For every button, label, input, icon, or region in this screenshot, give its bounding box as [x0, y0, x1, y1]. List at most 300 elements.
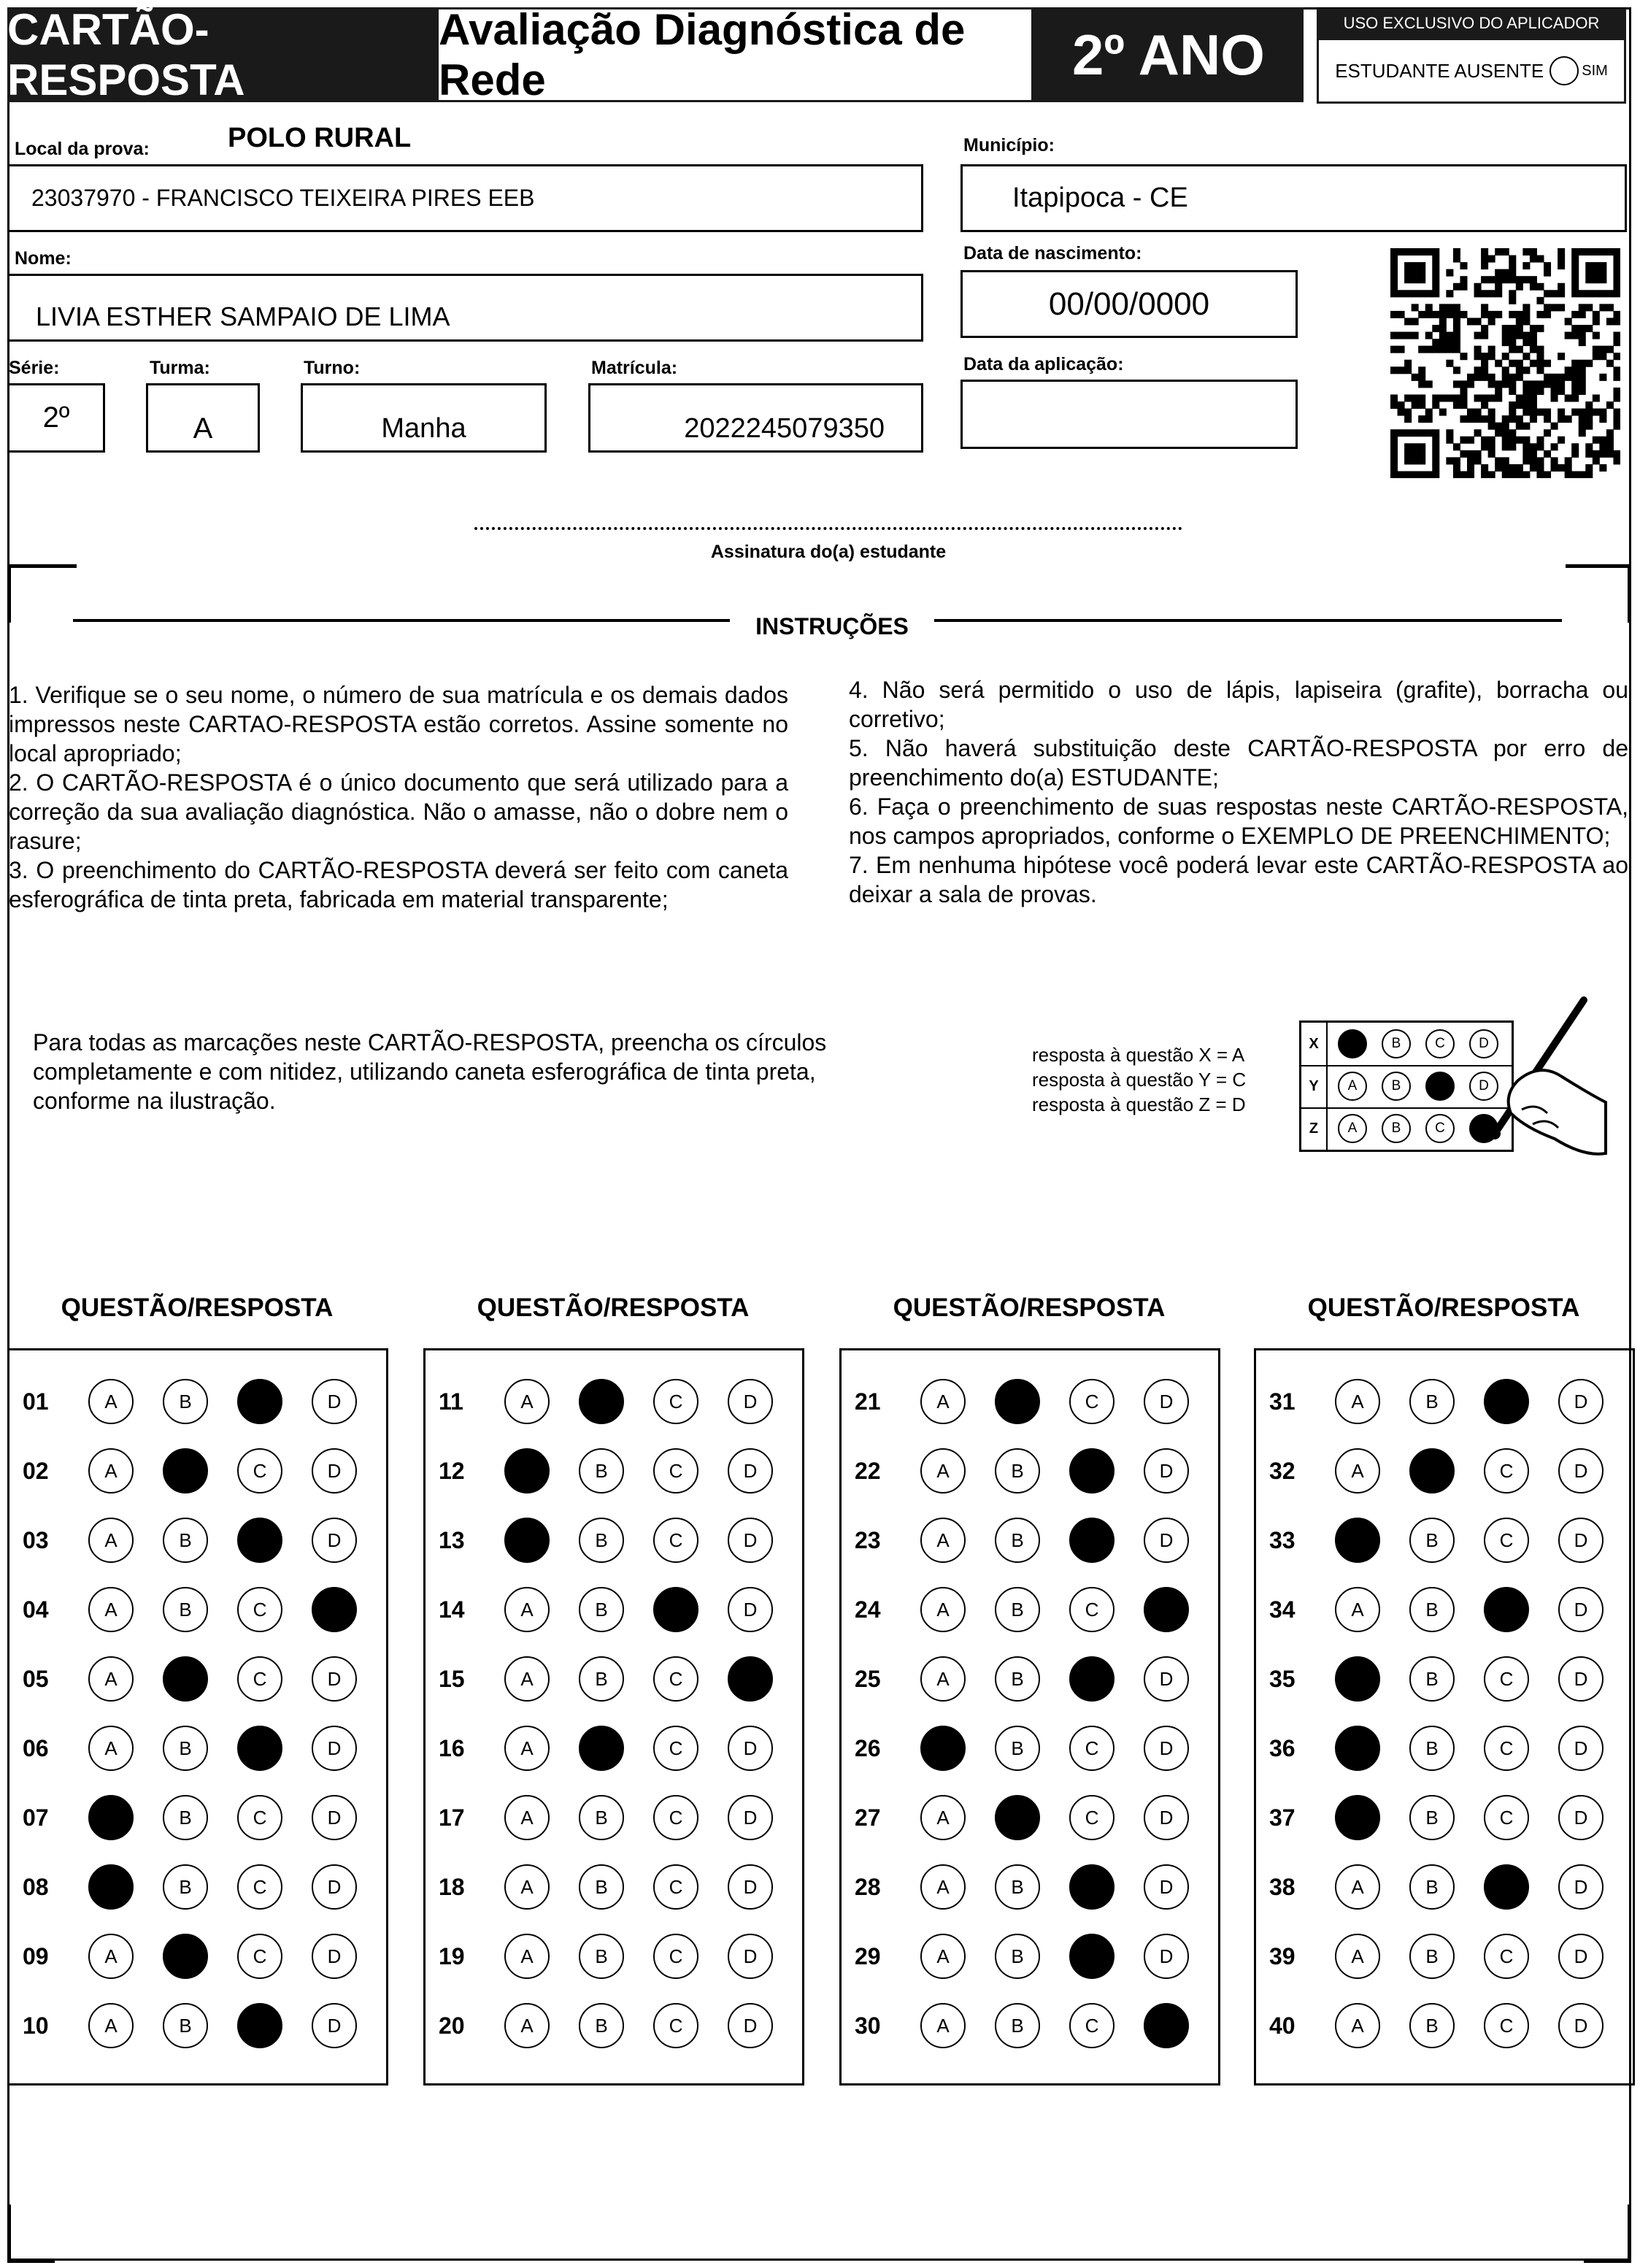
answer-bubble-c[interactable]: C: [1484, 1448, 1529, 1494]
local-label: Local da prova:: [15, 139, 150, 159]
turma-label: Turma:: [150, 358, 210, 378]
question-row: [9, 2000, 386, 2051]
question-number: 27: [855, 1804, 881, 1831]
question-number: 28: [855, 1874, 881, 1900]
question-number: 19: [439, 1943, 465, 1969]
answer-bubble-a[interactable]: A: [88, 1864, 134, 1910]
pen-hand-icon: [1467, 993, 1613, 1168]
question-number: 08: [23, 1874, 49, 1900]
question-number: 22: [855, 1458, 881, 1484]
turma-box: [146, 383, 260, 453]
question-row: [426, 1584, 802, 1635]
signature-line: [474, 527, 1182, 530]
question-number: 31: [1269, 1388, 1296, 1415]
answer-bubble-b[interactable]: B: [579, 1448, 624, 1494]
example-row-label: X: [1301, 1023, 1328, 1065]
answer-bubble-d[interactable]: D: [1558, 1518, 1604, 1563]
answer-bubble-d[interactable]: D: [728, 1518, 773, 1563]
answer-bubble-a[interactable]: A: [88, 1448, 134, 1494]
nascimento-box: [960, 270, 1298, 338]
answer-bubble-d[interactable]: D: [728, 1448, 773, 1494]
question-row: [9, 1931, 386, 1982]
answer-bubble-d[interactable]: D: [728, 1864, 773, 1910]
answer-bubble-b[interactable]: B: [163, 1379, 208, 1424]
question-number: 11: [439, 1388, 463, 1415]
question-row: [842, 1515, 1218, 1566]
question-number: 09: [23, 1943, 49, 1969]
answer-bubble-d[interactable]: D: [728, 1656, 773, 1702]
instructions-right: 4. Não será permitido o uso de lápis, lapiseira (grafite), borracha ou corretivo; 5. Não haverá substituição deste CARTÃO-RESPOSTA por erro de preenchimento do(a) ESTUDANTE; 6. Faça o preenchimento de suas respostas neste CARTÃO-RESPOSTA, nos campos apropriados, conforme o EXEMPLO DE PREENCHIMENTO; 7. Em nenhuma hipótese você poderá levar este CARTÃO-RESPOSTA ao deixar a sala de provas.: [849, 677, 1628, 907]
question-number: 36: [1269, 1735, 1296, 1761]
question-row: [1256, 1376, 1633, 1427]
signature-label: Assinatura do(a) estudante: [710, 542, 947, 562]
answer-bubble-d[interactable]: D: [1558, 1448, 1604, 1494]
answer-bubble-c[interactable]: C: [1484, 1934, 1529, 1979]
example-bubble-a: A: [1338, 1114, 1367, 1143]
question-number: 35: [1269, 1666, 1296, 1692]
answer-bubble-a[interactable]: A: [504, 2003, 550, 2048]
answer-bubble-a[interactable]: A: [1335, 1518, 1380, 1563]
answer-bubble-a[interactable]: A: [920, 1587, 966, 1632]
answer-bubble-d[interactable]: D: [1144, 1518, 1189, 1563]
answer-bubble-b[interactable]: B: [579, 2003, 624, 2048]
answer-bubble-b[interactable]: B: [995, 1379, 1040, 1424]
question-row: [426, 1723, 802, 1774]
answer-bubble-c[interactable]: C: [237, 1864, 282, 1910]
answer-bubble-c[interactable]: C: [653, 1518, 698, 1563]
question-number: 37: [1269, 1804, 1296, 1831]
nome-box: [7, 274, 923, 342]
corner-mark: [7, 2204, 55, 2263]
turma-value: A: [193, 412, 213, 445]
question-row: [842, 1376, 1218, 1427]
answer-bubble-b[interactable]: B: [1409, 1656, 1455, 1702]
corner-mark: [1584, 2204, 1631, 2263]
question-number: 40: [1269, 2013, 1296, 2039]
question-row: [1256, 1653, 1633, 1704]
answer-bubble-c[interactable]: C: [1069, 1864, 1114, 1910]
answer-bubble-a[interactable]: A: [504, 1518, 550, 1563]
absent-row: [1317, 38, 1626, 104]
question-row: [426, 1861, 802, 1913]
answer-bubble-d[interactable]: D: [1558, 2003, 1604, 2048]
turno-value: Manha: [381, 413, 466, 444]
municipio-box: [960, 164, 1627, 232]
marking-note: Para todas as marcações neste CARTÃO-RESPOSTA, preencha os círculos completamente e com nitidez, utilizando caneta esferográfica de tinta preta, conforme na ilustração.: [33, 1029, 827, 1114]
answer-bubble-b[interactable]: B: [1409, 1448, 1455, 1494]
answer-bubble-b[interactable]: B: [995, 1726, 1040, 1771]
question-row: [9, 1515, 386, 1566]
answer-bubble-d[interactable]: D: [1144, 1656, 1189, 1702]
answer-bubble-b[interactable]: B: [1409, 1795, 1455, 1840]
example-bubble-a: A: [1338, 1072, 1367, 1101]
answer-bubble-a[interactable]: A: [504, 1656, 550, 1702]
absent-bubble[interactable]: [1549, 56, 1579, 85]
answer-bubble-a[interactable]: A: [504, 1795, 550, 1840]
corner-mark: [1566, 564, 1631, 623]
question-number: 30: [855, 2013, 881, 2039]
answer-bubble-b[interactable]: B: [579, 1587, 624, 1632]
answer-bubble-c[interactable]: C: [1484, 1518, 1529, 1563]
answer-bubble-d[interactable]: D: [728, 1379, 773, 1424]
nascimento-value: 00/00/0000: [1048, 285, 1210, 322]
question-row: [1256, 1445, 1633, 1496]
answer-bubble-a[interactable]: A: [504, 1587, 550, 1632]
answer-bubble-c[interactable]: C: [237, 1379, 282, 1424]
answer-bubble-b[interactable]: B: [163, 1726, 208, 1771]
serie-label: Série:: [9, 358, 60, 378]
answer-bubble-d[interactable]: D: [1558, 1656, 1604, 1702]
answer-bubble-d[interactable]: D: [312, 1656, 357, 1702]
answer-bubble-a[interactable]: A: [504, 1726, 550, 1771]
example-bubble-a: A: [1338, 1029, 1367, 1058]
answer-bubble-b[interactable]: B: [1409, 1934, 1455, 1979]
question-row: [9, 1653, 386, 1704]
question-row: [1256, 1723, 1633, 1774]
answer-bubble-d[interactable]: D: [312, 1448, 357, 1494]
answer-bubble-b[interactable]: B: [579, 1379, 624, 1424]
answer-bubble-d[interactable]: D: [1558, 1587, 1604, 1632]
answer-column-heading: QUESTÃO/RESPOSTA: [893, 1293, 1166, 1322]
local-box: [7, 164, 923, 232]
answer-bubble-a[interactable]: A: [88, 2003, 134, 2048]
answer-bubble-a[interactable]: A: [88, 1379, 134, 1424]
qr-code-icon: [1390, 248, 1620, 478]
matricula-label: Matrícula:: [591, 358, 678, 378]
answer-bubble-d[interactable]: D: [728, 2003, 773, 2048]
example-lines: [1032, 1042, 1295, 1117]
question-number: 33: [1269, 1527, 1296, 1553]
question-number: 04: [23, 1596, 49, 1623]
question-row: [426, 2000, 802, 2051]
answer-bubble-b[interactable]: B: [163, 1864, 208, 1910]
answer-bubble-a[interactable]: A: [920, 1448, 966, 1494]
example-bubble-d: D: [1469, 1072, 1498, 1101]
question-number: 38: [1269, 1874, 1296, 1900]
question-row: [842, 1653, 1218, 1704]
answer-column-heading: QUESTÃO/RESPOSTA: [1307, 1293, 1580, 1322]
question-number: 29: [855, 1943, 881, 1969]
answer-bubble-b[interactable]: B: [1409, 1864, 1455, 1910]
applicator-box: [1317, 9, 1626, 104]
answer-bubble-a[interactable]: A: [1335, 1864, 1380, 1910]
answer-bubble-a[interactable]: A: [920, 1795, 966, 1840]
answer-bubble-d[interactable]: D: [312, 1587, 357, 1632]
answer-bubble-a[interactable]: A: [88, 1518, 134, 1563]
question-row: [9, 1376, 386, 1427]
answer-bubble-d[interactable]: D: [1558, 1379, 1604, 1424]
question-row: [1256, 1515, 1633, 1566]
instructions-title: INSTRUÇÕES: [755, 613, 909, 639]
turno-label: Turno:: [304, 358, 361, 378]
question-number: 26: [855, 1735, 881, 1761]
answer-bubble-b[interactable]: B: [579, 1934, 624, 1979]
answer-bubble-d[interactable]: D: [728, 1934, 773, 1979]
matricula-value: 2022245079350: [684, 413, 885, 444]
answer-bubble-d[interactable]: D: [312, 1518, 357, 1563]
example-bubble-b: B: [1382, 1029, 1411, 1058]
answer-bubble-a[interactable]: A: [1335, 1726, 1380, 1771]
answer-bubble-a[interactable]: A: [920, 1934, 966, 1979]
absent-option: SIM: [1582, 62, 1608, 79]
answer-bubble-c[interactable]: C: [1069, 2003, 1114, 2048]
answer-bubble-b[interactable]: B: [579, 1864, 624, 1910]
question-number: 12: [439, 1458, 465, 1484]
answer-bubble-a[interactable]: A: [88, 1795, 134, 1840]
answer-bubble-d[interactable]: D: [312, 1864, 357, 1910]
answer-bubble-c[interactable]: C: [1484, 1864, 1529, 1910]
answer-bubble-c[interactable]: C: [1069, 1587, 1114, 1632]
answer-bubble-b[interactable]: B: [995, 1448, 1040, 1494]
local-polo: POLO RURAL: [228, 123, 412, 153]
question-row: [426, 1931, 802, 1982]
grade-label: 2º ANO: [1033, 7, 1304, 102]
answer-panel: [7, 1348, 388, 2086]
question-number: 16: [439, 1735, 465, 1761]
answer-bubble-c[interactable]: C: [1484, 1587, 1529, 1632]
answer-bubble-d[interactable]: D: [1558, 1726, 1604, 1771]
answer-bubble-b[interactable]: B: [579, 1726, 624, 1771]
answer-bubble-b[interactable]: B: [1409, 1587, 1455, 1632]
question-number: 20: [439, 2013, 465, 2039]
answer-bubble-a[interactable]: A: [504, 1864, 550, 1910]
serie-box: [7, 383, 105, 453]
question-number: 25: [855, 1666, 881, 1692]
answer-bubble-a[interactable]: A: [88, 1587, 134, 1632]
card-title: CARTÃO-RESPOSTA: [7, 7, 436, 102]
answer-bubble-d[interactable]: D: [312, 1795, 357, 1840]
answer-bubble-c[interactable]: C: [1484, 1726, 1529, 1771]
example-row-label: Z: [1301, 1107, 1328, 1150]
answer-bubble-c[interactable]: C: [1069, 1448, 1114, 1494]
answer-bubble-b[interactable]: B: [995, 1587, 1040, 1632]
instructions-rule-right: [934, 619, 1562, 622]
answer-bubble-a[interactable]: A: [1335, 2003, 1380, 2048]
answer-bubble-d[interactable]: D: [1144, 1448, 1189, 1494]
answer-bubble-b[interactable]: B: [163, 1795, 208, 1840]
answer-bubble-c[interactable]: C: [1069, 1795, 1114, 1840]
answer-bubble-b[interactable]: B: [995, 2003, 1040, 2048]
answer-bubble-c[interactable]: C: [653, 1587, 698, 1632]
answer-bubble-c[interactable]: C: [653, 1934, 698, 1979]
answer-bubble-c[interactable]: C: [237, 1726, 282, 1771]
question-number: 14: [439, 1596, 465, 1623]
answer-bubble-c[interactable]: C: [1484, 1656, 1529, 1702]
answer-bubble-c[interactable]: C: [237, 1934, 282, 1979]
answer-bubble-c[interactable]: C: [1484, 1379, 1529, 1424]
answer-bubble-a[interactable]: A: [88, 1656, 134, 1702]
question-row: [842, 1931, 1218, 1982]
nome-value: LIVIA ESTHER SAMPAIO DE LIMA: [36, 301, 450, 331]
exam-title: Avaliação Diagnóstica de Rede: [436, 7, 1033, 102]
answer-bubble-d[interactable]: D: [728, 1726, 773, 1771]
example-line: resposta à questão Y = C: [1032, 1069, 1247, 1091]
answer-bubble-c[interactable]: C: [237, 1656, 282, 1702]
answer-bubble-b[interactable]: B: [995, 1518, 1040, 1563]
answer-bubble-b[interactable]: B: [163, 2003, 208, 2048]
answer-bubble-c[interactable]: C: [653, 1864, 698, 1910]
answer-bubble-d[interactable]: D: [312, 1934, 357, 1979]
question-row: [426, 1376, 802, 1427]
answer-bubble-d[interactable]: D: [1144, 1379, 1189, 1424]
answer-bubble-a[interactable]: A: [920, 1726, 966, 1771]
answer-bubble-b[interactable]: B: [995, 1934, 1040, 1979]
answer-bubble-d[interactable]: D: [1558, 1934, 1604, 1979]
answer-bubble-a[interactable]: A: [1335, 1379, 1380, 1424]
answer-bubble-a[interactable]: A: [88, 1726, 134, 1771]
answer-bubble-c[interactable]: C: [1069, 1656, 1114, 1702]
example-bubble-d: D: [1469, 1114, 1498, 1143]
question-number: 32: [1269, 1458, 1296, 1484]
answer-bubble-b[interactable]: B: [163, 1656, 208, 1702]
answer-bubble-b[interactable]: B: [579, 1656, 624, 1702]
question-row: [9, 1445, 386, 1496]
answer-bubble-a[interactable]: A: [920, 1656, 966, 1702]
answer-bubble-b[interactable]: B: [1409, 1518, 1455, 1563]
absent-label: ESTUDANTE AUSENTE: [1335, 59, 1544, 82]
example-line: resposta à questão Z = D: [1032, 1093, 1246, 1115]
local-value: 23037970 - FRANCISCO TEIXEIRA PIRES EEB: [31, 185, 535, 211]
question-row: [1256, 1861, 1633, 1913]
municipio-label: Município:: [963, 135, 1055, 155]
aplicacao-box: [960, 380, 1298, 449]
answer-bubble-c[interactable]: C: [1069, 1726, 1114, 1771]
answer-bubble-b[interactable]: B: [579, 1795, 624, 1840]
answer-bubble-b[interactable]: B: [995, 1656, 1040, 1702]
answer-bubble-d[interactable]: D: [728, 1795, 773, 1840]
answer-bubble-d[interactable]: D: [312, 1379, 357, 1424]
answer-bubble-c[interactable]: C: [1069, 1379, 1114, 1424]
question-row: [1256, 1584, 1633, 1635]
answer-bubble-c[interactable]: C: [1069, 1934, 1114, 1979]
answer-bubble-d[interactable]: D: [1144, 1726, 1189, 1771]
answer-bubble-c[interactable]: C: [653, 1379, 698, 1424]
turno-box: [301, 383, 547, 453]
question-row: [1256, 1792, 1633, 1843]
answer-bubble-a[interactable]: A: [88, 1934, 134, 1979]
question-row: [1256, 2000, 1633, 2051]
answer-bubble-c[interactable]: C: [237, 1795, 282, 1840]
question-row: [9, 1792, 386, 1843]
instructions-rule-left: [73, 619, 730, 622]
question-row: [426, 1792, 802, 1843]
answer-bubble-c[interactable]: C: [1484, 2003, 1529, 2048]
answer-bubble-b[interactable]: B: [163, 1518, 208, 1563]
answer-bubble-c[interactable]: C: [653, 1726, 698, 1771]
answer-bubble-d[interactable]: D: [1144, 1864, 1189, 1910]
example-bubble-b: B: [1382, 1114, 1411, 1143]
answer-bubble-c[interactable]: C: [653, 1448, 698, 1494]
answer-panel: [1254, 1348, 1635, 2086]
question-number: 24: [855, 1596, 881, 1623]
answer-bubble-a[interactable]: A: [920, 2003, 966, 2048]
question-number: 15: [439, 1666, 465, 1692]
question-row: [842, 1792, 1218, 1843]
answer-bubble-c[interactable]: C: [237, 1448, 282, 1494]
question-row: [9, 1861, 386, 1913]
answer-bubble-a[interactable]: A: [1335, 1795, 1380, 1840]
answer-panel: [423, 1348, 804, 2086]
applicator-label: USO EXCLUSIVO DO APLICADOR: [1317, 9, 1626, 38]
answer-bubble-b[interactable]: B: [1409, 1379, 1455, 1424]
answer-bubble-d[interactable]: D: [728, 1587, 773, 1632]
answer-bubble-b[interactable]: B: [163, 1587, 208, 1632]
answer-bubble-b[interactable]: B: [163, 1448, 208, 1494]
question-row: [426, 1653, 802, 1704]
answer-bubble-d[interactable]: D: [1558, 1864, 1604, 1910]
answer-bubble-c[interactable]: C: [1069, 1518, 1114, 1563]
question-row: [842, 2000, 1218, 2051]
answer-bubble-d[interactable]: D: [312, 1726, 357, 1771]
answer-bubble-b[interactable]: B: [995, 1864, 1040, 1910]
answer-bubble-c[interactable]: C: [1484, 1795, 1529, 1840]
answer-bubble-d[interactable]: D: [1558, 1795, 1604, 1840]
question-number: 18: [439, 1874, 465, 1900]
answer-panel: [839, 1348, 1220, 2086]
instructions-left: 1. Verifique se o seu nome, o número de sua matrícula e os demais dados impressos neste CARTAO-RESPOSTA estão corretos. Assine somente no local apropriado; 2. O CARTÃO-RESPOSTA é o único documento que será utilizado para a correção da sua avaliação diagnóstica. Não o amasse, não o dobre nem o rasure; 3. O preenchimento do CARTÃO-RESPOSTA deverá ser feito com caneta esferográfica de tinta preta, fabricada em material transparente;: [9, 682, 788, 912]
answer-bubble-d[interactable]: D: [312, 2003, 357, 2048]
question-number: 02: [23, 1458, 49, 1484]
answer-bubble-a[interactable]: A: [1335, 1448, 1380, 1494]
question-row: [9, 1584, 386, 1635]
answer-bubble-c[interactable]: C: [237, 1518, 282, 1563]
question-number: 01: [23, 1388, 49, 1415]
answer-bubble-c[interactable]: C: [237, 2003, 282, 2048]
question-number: 23: [855, 1527, 881, 1553]
question-number: 10: [23, 2013, 49, 2039]
answer-bubble-a[interactable]: A: [920, 1379, 966, 1424]
answer-bubble-c[interactable]: C: [653, 2003, 698, 2048]
answer-bubble-a[interactable]: A: [504, 1934, 550, 1979]
answer-bubble-b[interactable]: B: [1409, 1726, 1455, 1771]
example-row-label: Y: [1301, 1065, 1328, 1107]
nome-label: Nome:: [15, 248, 72, 269]
question-number: 13: [439, 1527, 465, 1553]
question-row: [842, 1723, 1218, 1774]
example-bubble-c: C: [1425, 1114, 1455, 1143]
answer-bubble-b[interactable]: B: [579, 1518, 624, 1563]
answer-bubble-c[interactable]: C: [653, 1656, 698, 1702]
matricula-box: [588, 383, 923, 453]
question-number: 05: [23, 1666, 49, 1692]
question-number: 03: [23, 1527, 49, 1553]
answer-bubble-c[interactable]: C: [653, 1795, 698, 1840]
question-row: [426, 1445, 802, 1496]
answer-bubble-b[interactable]: B: [1409, 2003, 1455, 2048]
municipio-value: Itapipoca - CE: [1012, 182, 1188, 213]
answer-bubble-d[interactable]: D: [1144, 1934, 1189, 1979]
answer-bubble-a[interactable]: A: [920, 1864, 966, 1910]
answer-bubble-c[interactable]: C: [237, 1587, 282, 1632]
answer-bubble-a[interactable]: A: [920, 1518, 966, 1563]
example-bubble-d: D: [1469, 1029, 1498, 1058]
answer-bubble-b[interactable]: B: [163, 1934, 208, 1979]
answer-column-heading: QUESTÃO/RESPOSTA: [477, 1293, 750, 1322]
answer-bubble-d[interactable]: D: [1144, 1795, 1189, 1840]
answer-bubble-a[interactable]: A: [504, 1448, 550, 1494]
answer-bubble-b[interactable]: B: [995, 1795, 1040, 1840]
nascimento-label: Data de nascimento:: [963, 243, 1142, 264]
answer-bubble-a[interactable]: A: [1335, 1587, 1380, 1632]
question-number: 07: [23, 1804, 49, 1831]
answer-bubble-a[interactable]: A: [1335, 1656, 1380, 1702]
answer-bubble-d[interactable]: D: [1144, 2003, 1189, 2048]
question-row: [842, 1584, 1218, 1635]
answer-bubble-a[interactable]: A: [1335, 1934, 1380, 1979]
answer-bubble-d[interactable]: D: [1144, 1587, 1189, 1632]
answer-bubble-a[interactable]: A: [504, 1379, 550, 1424]
example-line: resposta à questão X = A: [1032, 1044, 1245, 1066]
